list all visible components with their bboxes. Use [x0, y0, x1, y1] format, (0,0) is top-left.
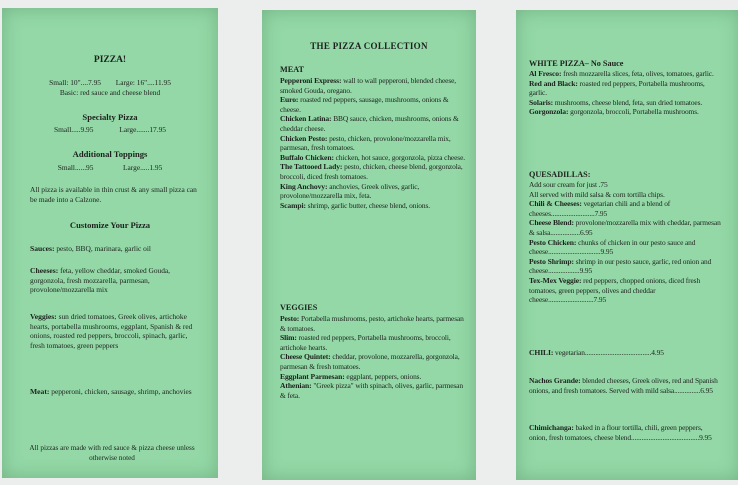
veggies-text: sun dried tomatoes, Greek olives, artichoke hearts, portabella mushrooms, eggplant, Spanish & red onions, roasted red peppers, broccoli, spinach, garlic, fresh tomatoes, green peppers	[30, 312, 193, 350]
chili-desc: vegetarian	[555, 348, 585, 357]
item-name: Pepperoni Express:	[280, 76, 342, 85]
item-desc: pesto, chicken, provolone/mozzarella mix, parmesan, fresh tomatoes.	[280, 133, 451, 153]
item-desc: shrimp, garlic butter, cheese blend, onions.	[307, 200, 430, 210]
menu-item: Tex-Mex Veggie: red peppers, chopped onions, diced fresh tomatoes, green peppers, olives and cheddar cheese..........................7.95	[529, 275, 701, 305]
menu-item	[280, 95, 466, 114]
cheeses-text: feta, yellow cheddar, smoked Gouda, gorgonzola, fresh mozzarella, parmesan, provolone/mozzarella mix	[30, 266, 171, 295]
size-prices: Small: 10"....7.95 Large: 16"....11.95	[49, 78, 171, 87]
specialty-title: Specialty Pizza	[82, 112, 138, 122]
menu-item	[280, 162, 466, 181]
menu-item	[280, 182, 466, 201]
item-name: Solaris:	[529, 97, 554, 107]
item-desc: provolone/mozzarella mix with cheddar, parmesan & salsa	[529, 218, 721, 237]
meat-label: Meat:	[30, 387, 50, 396]
item-name: Red and Black:	[529, 78, 578, 88]
sauces-line	[30, 244, 202, 254]
item-name: Tex-Mex Veggie:	[529, 275, 582, 285]
item-desc: gorgonzola, broccoli, Portabella mushrooms.	[570, 107, 699, 117]
item-name: Cheese Quintet:	[280, 352, 331, 362]
toppings-prices: Small......95 Large.....1.95	[57, 163, 163, 172]
item-name: Pesto Chicken:	[529, 237, 577, 247]
item-desc: vegetarian chili and a blend of cheeses	[529, 199, 671, 218]
item-desc: mushrooms, cheese blend, feta, sun dried tomatoes.	[554, 97, 703, 107]
menu-item	[280, 314, 466, 333]
item-desc: roasted red peppers, Portabella mushrooms, broccoli, artichoke hearts.	[280, 333, 451, 352]
veggies-line	[30, 312, 202, 350]
sauces-label: Sauces:	[30, 244, 55, 253]
quesadillas-list	[529, 180, 721, 305]
item-name: Chicken Latina:	[280, 114, 332, 124]
white-pizza-heading: WHITE PIZZA– No Sauce	[529, 59, 624, 68]
item-price: 9.95	[579, 266, 593, 276]
menu-item	[280, 352, 466, 371]
item-desc: red peppers, chopped onions, diced fresh tomatoes, green peppers, olives and cheddar cheese	[529, 275, 701, 305]
item-name: Slim:	[280, 333, 297, 343]
menu-item	[529, 79, 721, 98]
nachos-line: Nachos Grande: blended cheeses, Greek olives, red and Spanish onions, and fresh tomatoes. Served with mild salsa...............6.95	[529, 376, 718, 395]
item-desc: Portabella mushrooms, pesto, artichoke hearts, parmesan & tomatoes.	[280, 314, 464, 333]
menu-item	[280, 153, 466, 163]
toppings-title: Additional Toppings	[72, 149, 148, 159]
item-desc: chunks of chicken in our pesto sauce and cheese	[529, 237, 696, 257]
item-desc: "Greek pizza" with spinach, olives, garlic, parmesan & feta.	[280, 381, 463, 400]
pizza-title: PIZZA!	[93, 55, 127, 65]
chimichanga-price: 9.95	[699, 432, 712, 442]
nachos-desc: blended cheeses, Greek olives, red and Spanish onions, and fresh tomatoes. Served with mild salsa	[529, 376, 718, 395]
specialty-prices: Small.....9.95 Large.......17.95	[54, 125, 166, 134]
item-price: 9.95	[600, 247, 614, 257]
menu-item	[529, 69, 721, 79]
sauces-text: pesto, BBQ, marinara, garlic oil	[56, 244, 151, 253]
quesadillas-heading: QUESADILLAS:	[529, 170, 591, 179]
item-desc: BBQ sauce, chicken, mushrooms, onions & cheddar cheese.	[280, 114, 459, 133]
item-desc: pesto, chicken, cheese blend, gorgonzola, broccoli, diced fresh tomatoes.	[280, 162, 463, 181]
item-price: 6.95	[579, 227, 593, 237]
meat-list	[280, 76, 466, 210]
veggie-list	[280, 314, 466, 400]
menu-item: Pesto Shrimp: shrimp in our pesto sauce, garlic, red onion and cheese..................9.95	[529, 256, 712, 276]
sour-cream-note: Add sour cream for just .75	[529, 180, 608, 189]
item-name: Buffalo Chicken:	[280, 152, 334, 162]
menu-item	[280, 333, 466, 352]
menu-item	[280, 372, 466, 382]
white-pizza-list	[529, 69, 721, 117]
item-name: Gorgonzola:	[529, 107, 569, 117]
item-name: Pesto Shrimp:	[529, 256, 574, 266]
menu-item	[280, 201, 466, 211]
item-name: Eggplant Parmesan:	[280, 371, 345, 381]
item-price: 7.95	[593, 295, 607, 305]
meat-heading: MEAT	[280, 65, 304, 74]
collection-panel	[262, 10, 476, 480]
item-desc: wall to wall pepperoni, blended cheese, smoked Gouda, oregano.	[280, 76, 457, 95]
item-name: Chicken Pesto:	[280, 133, 328, 143]
salsa-note: All served with mild salsa & corn tortilla chips.	[529, 189, 665, 199]
cheeses-label: Cheeses:	[30, 266, 59, 275]
item-name: Scampi:	[280, 200, 306, 210]
crust-note: All pizza is available in thin crust & any small pizza can be made into a Calzone.	[30, 185, 197, 204]
item-desc: roasted red peppers, sausage, mushrooms, onions & cheese.	[280, 95, 449, 114]
menu-item	[280, 76, 466, 95]
collection-title: THE PIZZA COLLECTION	[310, 41, 428, 51]
menu-item: Pesto Chicken: chunks of chicken in our pesto sauce and cheese..............................9.95	[529, 237, 696, 257]
item-price: 7.95	[594, 208, 608, 218]
white-pizza-panel	[516, 10, 738, 480]
item-name: Cheese Blend:	[529, 218, 574, 228]
menu-item	[529, 98, 721, 117]
item-desc: cheddar, provolone, mozzarella, gorgonzola, parmesan & fresh tomatoes.	[280, 352, 460, 371]
meat-line	[30, 387, 202, 397]
item-name: Pesto:	[280, 314, 300, 323]
meat-text: pepperoni, chicken, sausage, shrimp, anchovies	[51, 387, 192, 396]
menu-item: Cheese Blend: provolone/mozzarella mix with cheddar, parmesan & salsa.................6.95	[529, 218, 721, 237]
veggies-heading: VEGGIES	[280, 303, 318, 312]
veggies-label: Veggies:	[30, 312, 57, 321]
item-name: Al Fresco:	[529, 69, 562, 78]
base-note: Basic: red sauce and cheese blend	[59, 88, 161, 97]
chimichanga-name: Chimichanga:	[529, 423, 574, 432]
chimichanga-desc: baked in a flour tortilla, chili, green peppers, onion, fresh tomatoes, cheese blend	[529, 423, 703, 442]
item-name: The Tattooed Lady:	[280, 162, 343, 172]
chili-name: CHILI:	[529, 348, 554, 357]
item-desc: chicken, hot sauce, gorgonzola, pizza cheese.	[335, 152, 466, 162]
item-desc: shrimp in our pesto sauce, garlic, red onion and cheese	[529, 256, 712, 276]
item-desc: roasted red peppers, Portabella mushrooms, garlic.	[529, 78, 705, 98]
nachos-price: 6.95	[700, 385, 713, 395]
nachos-name: Nachos Grande:	[529, 376, 581, 385]
item-name: Athenian:	[280, 381, 312, 391]
item-name: Euro:	[280, 95, 299, 105]
menu-item	[280, 381, 466, 400]
footer-note: All pizzas are made with red sauce & pizza cheese unless otherwise noted	[29, 444, 195, 462]
menu-item	[280, 134, 466, 153]
menu-item	[280, 114, 466, 133]
item-desc: anchovies, Greek olives, garlic, provolone/mozzarella mix, feta.	[280, 181, 420, 201]
pizza-panel	[2, 8, 218, 478]
chili-price: 4.95	[651, 348, 664, 357]
chili-line: CHILI: vegetarian......................................4.95	[529, 348, 664, 357]
customize-title: Customize Your Pizza	[69, 220, 151, 230]
item-name: King Anchovy:	[280, 181, 328, 191]
chimichanga-line: Chimichanga: baked in a flour tortilla, chili, green peppers, onion, fresh tomatoes, cheese blend.......................................9.95	[529, 423, 712, 442]
item-desc: fresh mozzarella slices, feta, olives, tomatoes, garlic.	[563, 69, 714, 78]
menu-item: Chili & Cheeses: vegetarian chili and a blend of cheeses.........................7.95	[529, 199, 671, 218]
item-name: Chili & Cheeses:	[529, 199, 582, 209]
item-desc: eggplant, peppers, onions.	[346, 371, 422, 381]
cheeses-line	[30, 266, 202, 295]
